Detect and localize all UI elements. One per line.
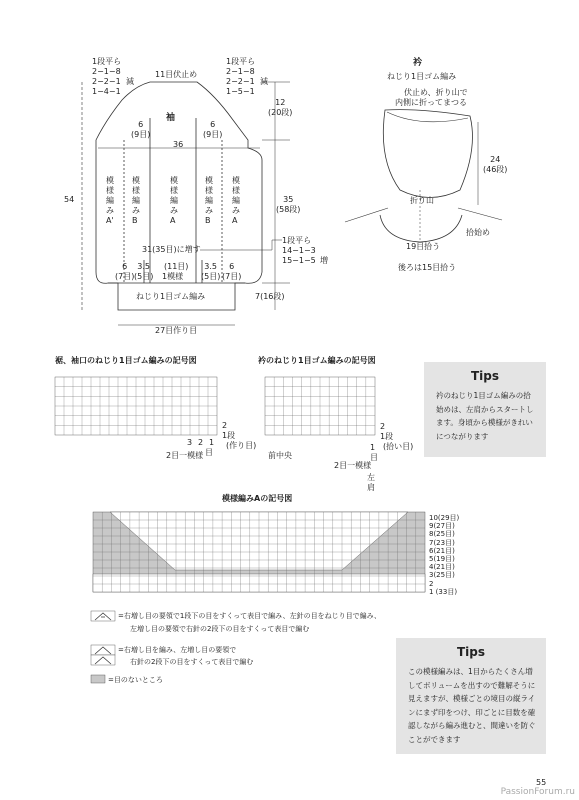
chart1-row-2: 2 (222, 421, 228, 430)
chart1-col-3: 3 (187, 438, 193, 447)
tips1-title: Tips (470, 369, 500, 383)
chart1-col-unit: 目 (205, 448, 213, 457)
pattern-col-3: 模様編みA (170, 176, 178, 225)
collar-title: 衿 (413, 58, 423, 68)
bottom-cast-on: 27目作り目 (155, 326, 198, 335)
chart3-row-3: 3(25目) (429, 571, 455, 580)
chart3-row-4: 4(21目) (429, 563, 455, 572)
increase-note: 31(35目)に増す (142, 245, 201, 254)
bw2-cm: 3.5 (137, 262, 151, 271)
chart3-row-5: 5(19目) (429, 555, 455, 564)
chart3-row-10: 10(29目) (429, 514, 460, 522)
chart3-row-9: 9(27目) (429, 522, 455, 531)
inc-0: 1段平ら (282, 236, 312, 245)
chart1-title: 裾、袖口のねじり1目ゴム編みの記号図 (55, 356, 197, 365)
chart2-front-center: 前中央 (268, 451, 292, 460)
chart1-repeat: 2目一模様 (166, 451, 204, 460)
chart1-col-2: 2 (198, 438, 204, 447)
col-width-left (131, 120, 150, 140)
right-dec-3: 1−5−1 (226, 87, 255, 96)
bw2-st: (5目) (134, 272, 154, 281)
bottom-width-4 (201, 262, 220, 282)
cuff-label: ねじり1目ゴム編み (136, 292, 206, 301)
bw1-st: (7目) (115, 272, 135, 281)
chart2-pickup: (拾い目) (383, 442, 414, 451)
sleeve-width: 36 (173, 140, 184, 149)
cap-height-rows: (20段) (268, 108, 293, 117)
bottom-width-3: (11目) (164, 262, 189, 271)
bw4-cm: 3.5 (204, 262, 218, 271)
chart3-row-7: 7(23目) (429, 538, 455, 547)
inc-1: 14−1−3 (282, 246, 316, 255)
tips-box-1 (424, 362, 546, 457)
collar-note-1: 伏止め、折り山で (404, 88, 468, 97)
legend-1: =右増し目の要領で1段下の目をすくって表目で編み、左針の目をねじり目で編み、 (118, 612, 382, 620)
bottom-width-1 (115, 262, 134, 282)
legend-1b: 左増し目の要領で右針の2段下の目をすくって表目で編む (130, 625, 310, 633)
chart1-col-1: 1 (209, 438, 215, 447)
body-height (276, 195, 300, 215)
cap-height-value: 12 (275, 98, 286, 107)
collar-height (483, 155, 507, 175)
watermark: PassionForum.ru (500, 787, 575, 797)
chart2-col-unit: 目 (370, 453, 378, 462)
col-width-left-cm: 6 (138, 120, 144, 129)
chart3-title: 模様編みAの記号図 (222, 494, 293, 503)
col-width-right-st: (9目) (203, 130, 223, 139)
tips2-title: Tips (456, 645, 486, 659)
pattern-col-2: 模様編みB (132, 176, 140, 225)
legend-2b: 右針の2段下の目をすくって表目で編む (130, 658, 254, 666)
chart2-left-shoulder: 左肩 (367, 473, 375, 492)
total-height: 54 (64, 195, 75, 204)
right-dec-label: 減 (260, 77, 268, 86)
cap-height (268, 98, 292, 118)
chart3-row-labels (429, 514, 459, 596)
col-width-left-st: (9目) (131, 130, 151, 139)
legend-2: =右増し目を編み、左増し目の要領で (118, 646, 237, 654)
chart2-row-1: 1段 (380, 432, 394, 441)
bw1-cm: 6 (122, 262, 128, 271)
collar-note-2: 内側に折ってまつる (395, 98, 467, 107)
increase-notes (282, 236, 316, 266)
chart3-row-2: 2 (429, 579, 434, 588)
bw5-st: (7目) (222, 272, 242, 281)
page-number: 55 (536, 778, 547, 787)
center-pattern: 1模様 (162, 272, 184, 281)
collar-height-cm: 24 (490, 155, 501, 164)
top-cast-off: 11目伏止め (155, 70, 198, 79)
collar-pickup-front: 19目拾う (406, 242, 441, 251)
left-dec-2: 2−2−1 (92, 77, 121, 86)
chart3-row-6: 6(21目) (429, 546, 455, 555)
collar-fold: 折り山 (410, 196, 434, 205)
chart3-row-8: 8(25目) (429, 530, 455, 539)
bw4-st: (5目) (201, 272, 221, 281)
inc-2: 15−1−5 (282, 256, 316, 265)
tips1-body: 衿のねじり1目ゴム編みの拾始めは、左肩からスタートします。身頃から模様がきれいにつながります (436, 391, 534, 441)
bottom-width-5 (222, 262, 241, 282)
body-height-rows: (58段) (276, 205, 301, 214)
left-dec-1: 2−1−8 (92, 67, 121, 76)
collar-subtitle: ねじり1目ゴム編み (387, 72, 457, 81)
right-dec-2: 2−2−1 (226, 77, 255, 86)
collar-pickup-back: 後ろは15目拾う (398, 263, 457, 272)
chart2-title: 衿のねじり1目ゴム編みの記号図 (258, 356, 376, 365)
chart2-repeat: 2目一模様 (334, 461, 372, 470)
bw5-cm: 6 (229, 262, 235, 271)
left-dec-label: 減 (126, 77, 134, 86)
col-width-right-cm: 6 (210, 120, 216, 129)
left-decrease-notes (92, 57, 121, 97)
chart3-row-1: 1 (33目) (429, 587, 458, 596)
left-dec-3: 1−4−1 (92, 87, 121, 96)
chart2-col-1: 1 (370, 443, 376, 452)
left-dec-0: 1段平ら (92, 57, 122, 66)
pattern-col-1: 模様編みA' (106, 176, 114, 225)
chart1-row-1: 1段 (222, 431, 236, 440)
tips-box-2 (396, 638, 546, 754)
cuff-height: 7(16段) (255, 292, 285, 301)
bottom-width-2 (134, 262, 153, 282)
body-height-cm: 35 (283, 195, 294, 204)
pattern-col-4: 模様編みB (205, 176, 213, 225)
right-dec-0: 1段平ら (226, 57, 256, 66)
sleeve-title: 袖 (166, 113, 176, 123)
chart2-row-2: 2 (380, 422, 386, 431)
chart1-cast-on: (作り目) (226, 441, 257, 450)
right-dec-1: 2−1−8 (226, 67, 255, 76)
increase-label: 増 (320, 256, 328, 265)
pattern-col-5: 模様編みA (232, 176, 240, 225)
legend-3: =目のないところ (108, 676, 163, 684)
col-width-right (203, 120, 222, 140)
collar-pickup-start: 拾始め (466, 228, 490, 237)
right-decrease-notes (226, 57, 255, 97)
tips2-body: この模様編みは、1目からたくさん増してボリュームを出すので難解そうに見えますが、模様ごとの境目の縦ラインにまず印をつけ、印ごとに目数を確認しながら編み進むと、間違いを防ぐことができます (408, 667, 536, 744)
collar-height-rows: (46段) (483, 165, 508, 174)
